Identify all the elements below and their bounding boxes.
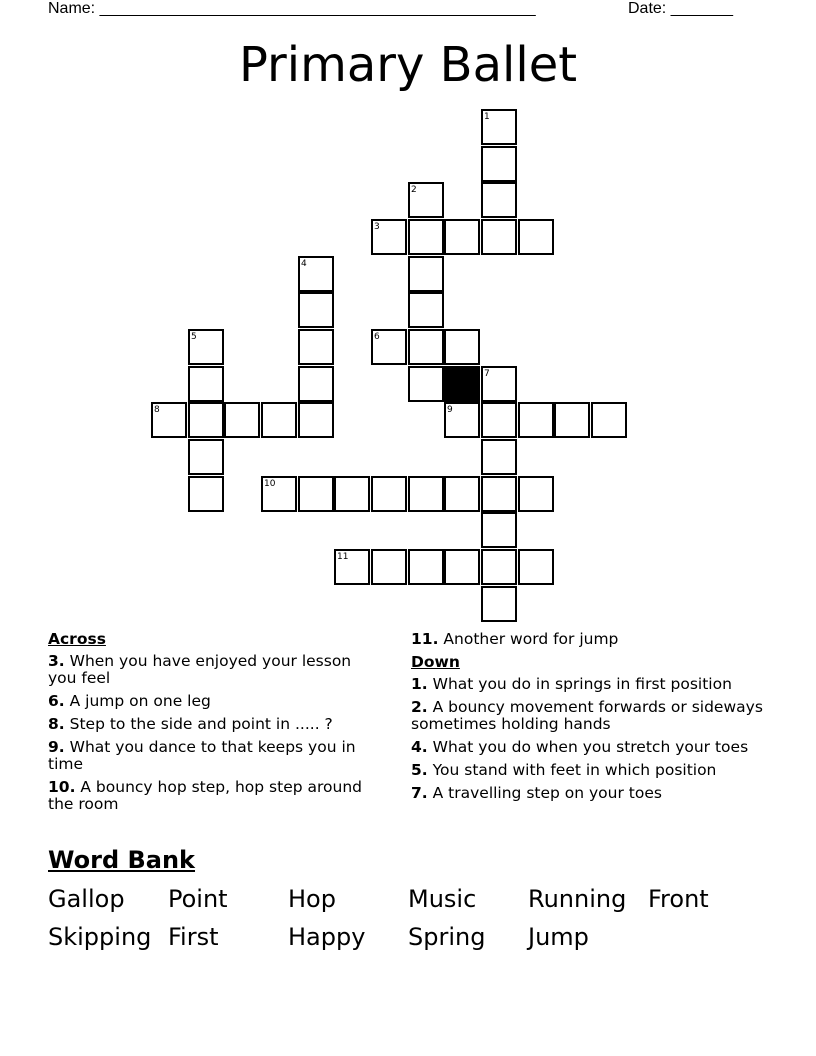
date-field[interactable]: Date: _______ (628, 0, 733, 17)
page-title: Primary Ballet (238, 37, 578, 93)
grid-cell[interactable] (481, 586, 517, 622)
grid-cell[interactable] (444, 476, 480, 512)
grid-cell[interactable] (224, 402, 260, 438)
word-bank-word: Front (648, 885, 709, 913)
grid-cell[interactable] (481, 219, 517, 255)
grid-cell[interactable] (591, 402, 627, 438)
grid-cell[interactable] (188, 366, 224, 402)
word-bank-word: Music (408, 885, 477, 913)
word-bank-word: Running (528, 885, 627, 913)
clues-left-column (48, 631, 383, 819)
word-bank-word: Point (168, 885, 228, 913)
clues-right-column (411, 631, 771, 808)
grid-cell[interactable] (188, 402, 224, 438)
grid-cell[interactable] (298, 476, 334, 512)
clue-number: 4 (301, 259, 307, 269)
grid-cell[interactable] (188, 476, 224, 512)
grid-cell[interactable] (518, 219, 554, 255)
down-clue: 1. What you do in springs in first position (411, 675, 732, 693)
grid-cell[interactable] (408, 549, 444, 585)
grid-cell[interactable] (444, 219, 480, 255)
grid-cell[interactable] (554, 402, 590, 438)
grid-cell[interactable] (298, 402, 334, 438)
name-field[interactable]: Name: _________________________________________________ (48, 0, 536, 17)
grid-cell[interactable] (444, 549, 480, 585)
across-clue: 9. What you dance to that keeps you in time (48, 738, 356, 773)
grid-cell[interactable] (298, 292, 334, 328)
grid-cell[interactable] (408, 292, 444, 328)
grid-cell[interactable] (371, 549, 407, 585)
clue-number: 2 (411, 185, 417, 195)
down-heading: Down (411, 653, 460, 671)
clue-number: 10 (264, 479, 276, 489)
grid-cell[interactable] (408, 476, 444, 512)
across-clue: 3. When you have enjoyed your lesson you feel (48, 652, 352, 687)
down-clue: 7. A travelling step on your toes (411, 784, 662, 802)
across-clue: 6. A jump on one leg (48, 692, 211, 710)
clue-number: 8 (154, 405, 160, 415)
grid-cell[interactable] (408, 366, 444, 402)
clue-number: 9 (447, 405, 453, 415)
down-clue: 4. What you do when you stretch your toes (411, 738, 749, 756)
grid-cell[interactable] (481, 146, 517, 182)
word-bank-word: Happy (288, 923, 366, 951)
grid-cell[interactable] (298, 366, 334, 402)
word-bank-word: First (168, 923, 219, 951)
grid-cell[interactable] (481, 512, 517, 548)
word-bank-title: Word Bank (48, 846, 196, 874)
grid-cell[interactable] (444, 329, 480, 365)
grid-cell[interactable] (481, 549, 517, 585)
grid-cell[interactable] (481, 439, 517, 475)
grid-cell[interactable] (371, 476, 407, 512)
down-clue: 5. You stand with feet in which position (411, 761, 717, 779)
word-bank-word: Spring (408, 923, 486, 951)
word-bank-word: Skipping (48, 923, 152, 951)
grid-cell[interactable] (408, 329, 444, 365)
clue-number: 5 (191, 332, 197, 342)
down-clue: 2. A bouncy movement forwards or sideways sometimes holding hands (411, 698, 763, 733)
across-clue: 8. Step to the side and point in ..... ? (48, 715, 333, 733)
grid-cell[interactable] (481, 476, 517, 512)
grid-cell[interactable] (408, 219, 444, 255)
grid-cell[interactable] (481, 182, 517, 218)
clue-number: 6 (374, 332, 380, 342)
grid-cell[interactable] (334, 476, 370, 512)
clue-number: 3 (374, 222, 380, 232)
across-heading: Across (48, 630, 106, 648)
black-cell (444, 366, 480, 402)
grid-cell[interactable] (261, 402, 297, 438)
across-clue: 10. A bouncy hop step, hop step around the room (48, 778, 363, 813)
clue-number: 1 (484, 112, 490, 122)
grid-cell[interactable] (408, 256, 444, 292)
grid-cell[interactable] (298, 329, 334, 365)
across-clue: 11. Another word for jump (411, 630, 619, 648)
clue-number: 11 (337, 552, 349, 562)
grid-cell[interactable] (518, 549, 554, 585)
word-bank-word: Jump (528, 923, 589, 951)
grid-cell[interactable] (518, 402, 554, 438)
grid-cell[interactable] (518, 476, 554, 512)
grid-cell[interactable] (188, 439, 224, 475)
word-bank-word: Gallop (48, 885, 125, 913)
grid-cell[interactable] (481, 402, 517, 438)
word-bank-word: Hop (288, 885, 336, 913)
clue-number: 7 (484, 369, 490, 379)
